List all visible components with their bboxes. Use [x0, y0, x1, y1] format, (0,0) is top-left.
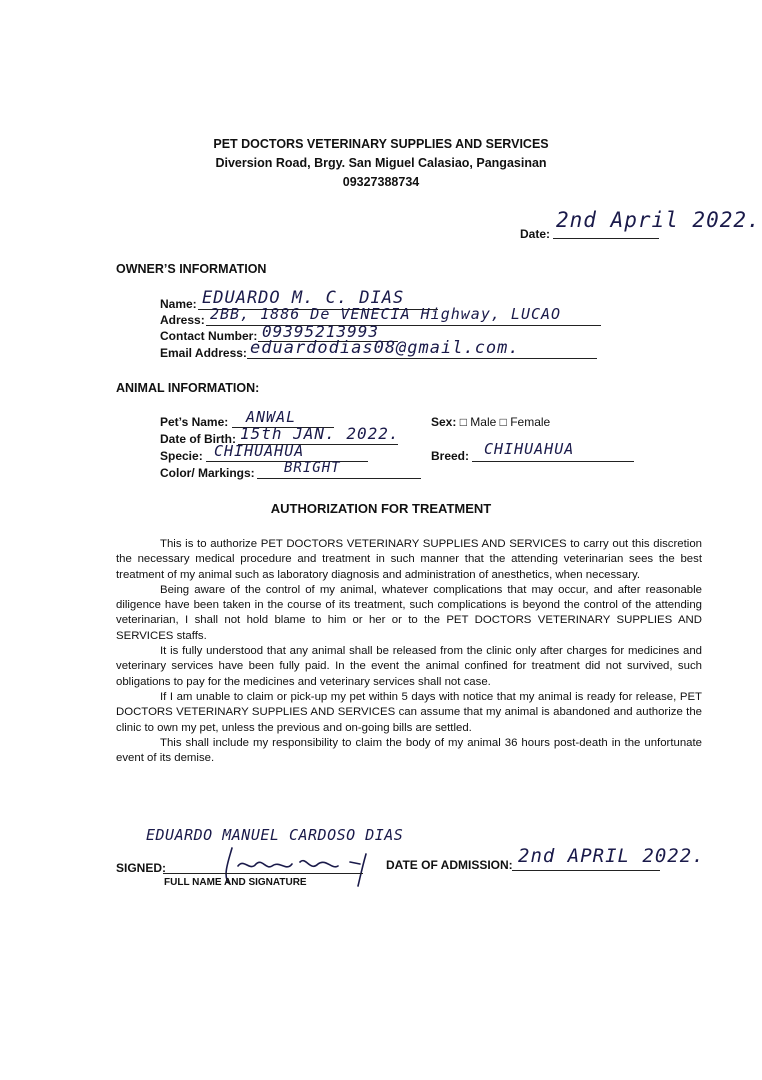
signed-full-name: EDUARDO MANUEL CARDOSO DIAS: [146, 826, 404, 844]
signature-line: [163, 873, 363, 874]
admission-value: 2nd APRIL 2022.: [518, 845, 705, 867]
dob-label: Date of Birth:: [160, 432, 236, 446]
paragraph-2: Being aware of the control of my animal, whatever complications that may occur, and after reasonable diligence have been taken in the course of its treatment, such complications is beyond the control of the attending veterinarian, I shall not hold blame to him or her or to the PET DOCTORS VETERINARY SUPPLIES AND SERVICES staffs.: [116, 583, 702, 642]
breed-line: [472, 461, 634, 462]
dob-value: 15th JAN. 2022.: [240, 424, 400, 443]
email-value: eduardodias08@gmail.com.: [250, 338, 520, 358]
sex-options[interactable]: □ Male □ Female: [459, 415, 551, 429]
pet-name-value: ANWAL: [246, 408, 297, 426]
color-value: BRIGHT: [284, 460, 341, 476]
paragraph-5: This shall include my responsibility to claim the body of my animal 36 hours post-death in the unfortunate event of its demise.: [116, 736, 702, 765]
sex-label-text: Sex:: [431, 415, 457, 429]
authorization-body: [116, 537, 702, 766]
animal-heading: ANIMAL INFORMATION:: [116, 381, 260, 395]
paragraph-4: If I am unable to claim or pick-up my pet within 5 days with notice that my animal is ready for release, PET DOCTORS VETERINARY SUPPLIES AND SERVICES can assume that my animal is abandoned and authorize the clinic to own my pet, unless the previous and on-going bills are settled.: [116, 690, 702, 734]
date-line: [553, 238, 659, 239]
admission-label: DATE OF ADMISSION:: [386, 858, 513, 872]
sex-label: [431, 415, 550, 429]
specie-label: Specie:: [160, 449, 203, 463]
signed-label: SIGNED:: [116, 861, 167, 875]
email-line: [247, 358, 597, 359]
color-line: [257, 478, 421, 479]
business-phone: 09327388734: [342, 175, 420, 189]
breed-value: CHIHUAHUA: [484, 440, 575, 458]
business-name: PET DOCTORS VETERINARY SUPPLIES AND SERVICES: [213, 137, 549, 151]
paragraph-1: This is to authorize PET DOCTORS VETERINARY SUPPLIES AND SERVICES to carry out this discretion the necessary medical procedure and treatment in such manner that the attending veterinarian sees the best treatment of my animal such as laboratory diagnosis and administration of anesthetics, when necessary.: [116, 538, 702, 581]
color-label: Color/ Markings:: [160, 466, 255, 480]
signature-caption: FULL NAME AND SIGNATURE: [164, 877, 307, 888]
specie-value: CHIHUAHUA: [214, 442, 305, 460]
contact-value: 09395213993: [262, 322, 379, 341]
email-label: Email Address:: [160, 346, 247, 360]
owner-address-value: 2BB, 1886 De VENECIA Highway, LUCAO: [210, 305, 562, 323]
breed-label: Breed:: [431, 449, 470, 463]
paragraph-3: It is fully understood that any animal shall be released from the clinic only after charges for medicines and veterinary services have been fully paid. In the event the animal confined for treatment did not survived, such obligations to pay for the medicines and veterinary services shall not case.: [116, 645, 702, 688]
owner-address-label: Adress:: [160, 313, 205, 327]
authorization-title: AUTHORIZATION FOR TREATMENT: [270, 501, 492, 516]
owner-name-label: Name:: [160, 297, 197, 311]
date-label: Date:: [520, 227, 551, 241]
date-value: 2nd April 2022.: [556, 208, 761, 232]
owner-name-value: EDUARDO M. C. DIAS: [202, 288, 405, 308]
admission-line: [512, 870, 660, 871]
contact-label: Contact Number:: [160, 329, 258, 343]
business-address: Diversion Road, Brgy. San Miguel Calasiao, Pangasinan: [215, 156, 547, 170]
pet-name-label: Pet’s Name:: [160, 415, 229, 429]
owner-heading: OWNER’S INFORMATION: [116, 262, 267, 276]
